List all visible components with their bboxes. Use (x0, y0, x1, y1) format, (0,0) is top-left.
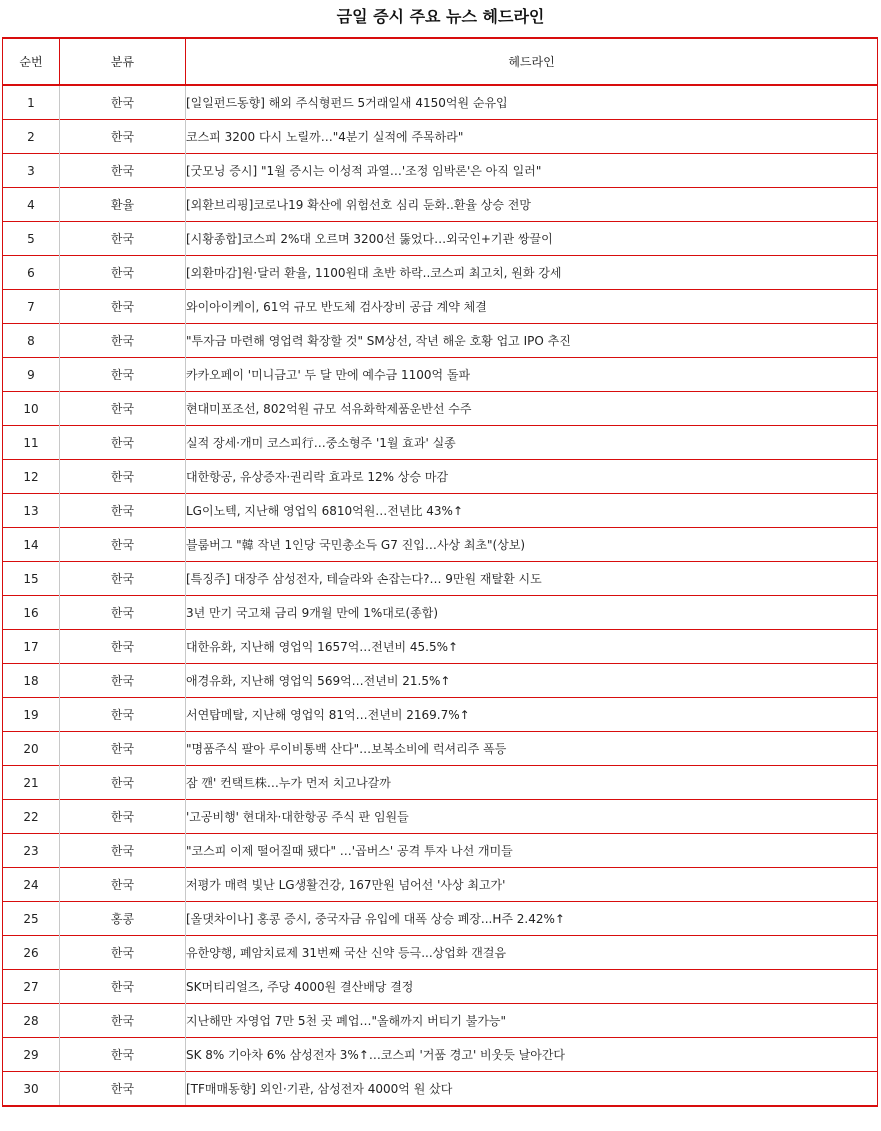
table-row (3, 1038, 878, 1072)
row-headline-cell[interactable]: 카카오페이 '미니금고' 두 달 만에 예수금 1100억 돌파 (186, 358, 878, 392)
row-number-cell: 19 (3, 698, 60, 732)
row-headline-cell[interactable]: 서연탑메탈, 지난해 영업익 81억…전년비 2169.7%↑ (186, 698, 878, 732)
row-category-cell: 환율 (60, 188, 186, 222)
row-category-cell: 한국 (60, 222, 186, 256)
table-body (3, 85, 878, 1106)
row-number-cell: 17 (3, 630, 60, 664)
table-row (3, 868, 878, 902)
row-category-cell: 한국 (60, 460, 186, 494)
row-headline-cell[interactable]: [외환마감]원·달러 환율, 1100원대 초반 하락..코스피 최고치, 원화 강세 (186, 256, 878, 290)
row-category-cell: 한국 (60, 698, 186, 732)
row-headline-cell[interactable]: [올댓차이나] 홍콩 증시, 중국자금 유입에 대폭 상승 폐장...H주 2.42%↑ (186, 902, 878, 936)
table-header (3, 38, 878, 85)
row-category-cell: 한국 (60, 868, 186, 902)
row-number-cell: 21 (3, 766, 60, 800)
row-category-cell: 한국 (60, 392, 186, 426)
row-category-cell: 한국 (60, 630, 186, 664)
row-headline-cell[interactable]: 대한유화, 지난해 영업익 1657억…전년비 45.5%↑ (186, 630, 878, 664)
row-category-cell: 한국 (60, 970, 186, 1004)
row-category-cell: 한국 (60, 358, 186, 392)
row-category-cell: 한국 (60, 1004, 186, 1038)
table-row (3, 936, 878, 970)
table-row (3, 188, 878, 222)
table-row (3, 562, 878, 596)
row-headline-cell[interactable]: 와이아이케이, 61억 규모 반도체 검사장비 공급 계약 체결 (186, 290, 878, 324)
table-row (3, 358, 878, 392)
row-number-cell: 14 (3, 528, 60, 562)
row-number-cell: 13 (3, 494, 60, 528)
table-row (3, 256, 878, 290)
table-row (3, 290, 878, 324)
row-headline-cell[interactable]: 잠 깬' 컨택트株…누가 먼저 치고나갈까 (186, 766, 878, 800)
row-headline-cell[interactable]: "코스피 이제 떨어질때 됐다" …'곱버스' 공격 투자 나선 개미들 (186, 834, 878, 868)
table-row (3, 120, 878, 154)
row-number-cell: 15 (3, 562, 60, 596)
table-row (3, 222, 878, 256)
table-row (3, 766, 878, 800)
table-row (3, 800, 878, 834)
table-row (3, 596, 878, 630)
row-headline-cell[interactable]: SK머티리얼즈, 주당 4000원 결산배당 결정 (186, 970, 878, 1004)
row-number-cell: 11 (3, 426, 60, 460)
row-number-cell: 9 (3, 358, 60, 392)
row-category-cell: 한국 (60, 290, 186, 324)
column-header-category: 분류 (60, 38, 186, 85)
row-category-cell: 한국 (60, 596, 186, 630)
table-row (3, 154, 878, 188)
row-category-cell: 한국 (60, 494, 186, 528)
row-headline-cell[interactable]: 지난해만 자영업 7만 5천 곳 폐업…"올해까지 버티기 불가능" (186, 1004, 878, 1038)
row-headline-cell[interactable]: "명품주식 팔아 루이비통백 산다"…보복소비에 럭셔리주 폭등 (186, 732, 878, 766)
row-headline-cell[interactable]: [외환브리핑]코로나19 확산에 위험선호 심리 둔화..환율 상승 전망 (186, 188, 878, 222)
row-category-cell: 한국 (60, 426, 186, 460)
row-number-cell: 7 (3, 290, 60, 324)
row-number-cell: 3 (3, 154, 60, 188)
table-row (3, 1072, 878, 1107)
table-row (3, 1004, 878, 1038)
row-headline-cell[interactable]: 코스피 3200 다시 노릴까…"4분기 실적에 주목하라" (186, 120, 878, 154)
row-number-cell: 29 (3, 1038, 60, 1072)
row-number-cell: 24 (3, 868, 60, 902)
news-headline-table (2, 37, 878, 1107)
row-headline-cell[interactable]: [일일펀드동향] 해외 주식형펀드 5거래일새 4150억원 순유입 (186, 85, 878, 120)
row-category-cell: 한국 (60, 154, 186, 188)
row-headline-cell[interactable]: 대한항공, 유상증자·권리락 효과로 12% 상승 마감 (186, 460, 878, 494)
table-row (3, 970, 878, 1004)
table-row (3, 630, 878, 664)
row-number-cell: 6 (3, 256, 60, 290)
table-row (3, 426, 878, 460)
row-category-cell: 한국 (60, 120, 186, 154)
row-category-cell: 한국 (60, 936, 186, 970)
table-row (3, 324, 878, 358)
row-headline-cell[interactable]: [TF매매동향] 외인·기관, 삼성전자 4000억 원 샀다 (186, 1072, 878, 1107)
row-headline-cell[interactable]: 현대미포조선, 802억원 규모 석유화학제품운반선 수주 (186, 392, 878, 426)
row-category-cell: 한국 (60, 256, 186, 290)
row-number-cell: 16 (3, 596, 60, 630)
row-headline-cell[interactable]: 저평가 매력 빛난 LG생활건강, 167만원 넘어선 '사상 최고가' (186, 868, 878, 902)
row-headline-cell[interactable]: 3년 만기 국고채 금리 9개월 만에 1%대로(종합) (186, 596, 878, 630)
row-number-cell: 22 (3, 800, 60, 834)
row-headline-cell[interactable]: "투자금 마련해 영업력 확장할 것" SM상선, 작년 해운 호황 업고 IPO 추진 (186, 324, 878, 358)
row-number-cell: 1 (27, 95, 35, 110)
row-headline-cell[interactable]: 실적 장세·개미 코스피行…중소형주 '1월 효과' 실종 (186, 426, 878, 460)
row-category-cell: 한국 (60, 1072, 186, 1107)
row-category-cell: 한국 (60, 732, 186, 766)
table-row (3, 460, 878, 494)
row-number-cell: 28 (3, 1004, 60, 1038)
row-category-cell: 한국 (60, 1038, 186, 1072)
row-category-cell: 홍콩 (60, 902, 186, 936)
row-category-cell: 한국 (60, 528, 186, 562)
header-row (3, 38, 878, 85)
table-row (3, 494, 878, 528)
row-headline-cell[interactable]: '고공비행' 현대차·대한항공 주식 판 임원들 (186, 800, 878, 834)
row-headline-cell[interactable]: 블룸버그 "韓 작년 1인당 국민총소득 G7 진입…사상 최초"(상보) (186, 528, 878, 562)
page-title: 금일 증시 주요 뉴스 헤드라인 (336, 7, 545, 26)
table-row (3, 732, 878, 766)
row-number-cell: 2 (3, 120, 60, 154)
row-category-cell: 한국 (60, 324, 186, 358)
table-row (3, 902, 878, 936)
row-headline-cell[interactable]: [굿모닝 증시] "1월 증시는 이성적 과열…'조정 임박론'은 아직 일러" (186, 154, 878, 188)
row-headline-cell[interactable]: [시황종합]코스피 2%대 오르며 3200선 뚫었다…외국인+기관 쌍끌이 (186, 222, 878, 256)
row-category-cell: 한국 (60, 800, 186, 834)
row-number-cell: 12 (3, 460, 60, 494)
row-number-cell: 10 (3, 392, 60, 426)
row-number-cell: 18 (3, 664, 60, 698)
table-row (3, 834, 878, 868)
column-header-headline: 헤드라인 (186, 38, 878, 85)
table-row (3, 392, 878, 426)
row-number-cell: 23 (3, 834, 60, 868)
row-number-cell: 27 (3, 970, 60, 1004)
row-number-cell: 25 (3, 902, 60, 936)
row-number-cell: 26 (3, 936, 60, 970)
row-category-cell: 한국 (60, 562, 186, 596)
row-number-cell: 4 (3, 188, 60, 222)
row-number-cell: 5 (3, 222, 60, 256)
row-number-cell: 30 (3, 1072, 60, 1107)
row-headline-cell[interactable]: 애경유화, 지난해 영업익 569억…전년비 21.5%↑ (186, 664, 878, 698)
table-row (3, 664, 878, 698)
row-category-cell: 한국 (60, 85, 186, 120)
row-headline-cell[interactable]: SK 8% 기아차 6% 삼성전자 3%↑…코스피 '거품 경고' 비웃듯 날아간다 (186, 1038, 878, 1072)
table-row (3, 85, 878, 120)
row-headline-cell[interactable]: [특징주] 대장주 삼성전자, 테슬라와 손잡는다?… 9만원 재탈환 시도 (186, 562, 878, 596)
table-row (3, 528, 878, 562)
column-header-number: 순번 (3, 38, 60, 85)
row-headline-cell[interactable]: 유한양행, 폐암치료제 31번째 국산 신약 등극...상업화 갠걸음 (186, 936, 878, 970)
row-number-cell: 20 (3, 732, 60, 766)
row-category-cell: 한국 (60, 834, 186, 868)
row-number-cell: 8 (3, 324, 60, 358)
row-category-cell: 한국 (60, 766, 186, 800)
row-category-cell: 한국 (60, 664, 186, 698)
row-headline-cell[interactable]: LG이노텍, 지난해 영업익 6810억원…전년比 43%↑ (186, 494, 878, 528)
table-row (3, 698, 878, 732)
